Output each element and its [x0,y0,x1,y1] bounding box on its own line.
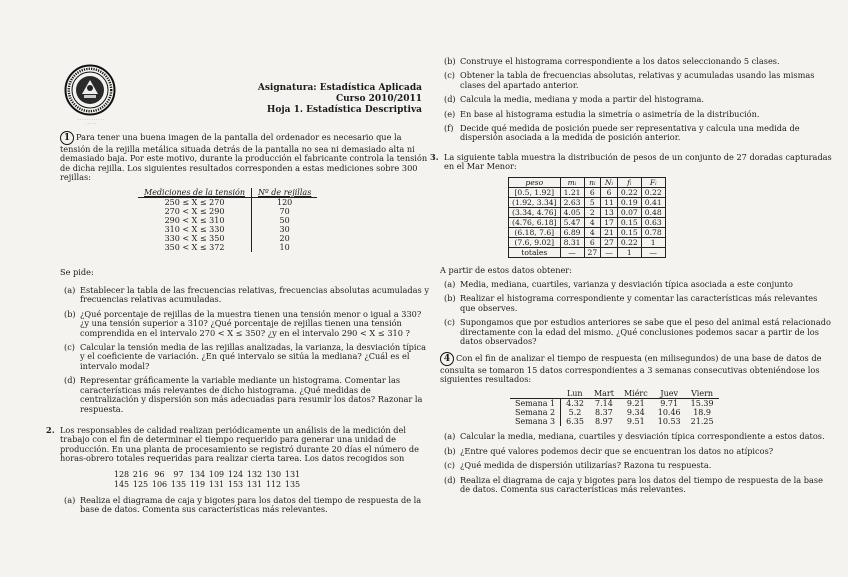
weights-cell: 0.48 [641,207,665,217]
exercise-item-text: Realiza el diagrama de caja y bigotes para los datos del tiempo de respuesta de la base de datos. Comenta sus características más relevantes. [80,494,422,514]
time-cell: 9.71 [660,399,679,409]
hours-value: 125 [132,479,149,489]
weights-cell: 6.89 [560,227,584,237]
time-cell: 21.25 [690,417,714,427]
exercise-item-label: (e) [444,108,456,119]
exercise-item-text: ¿Entre qué valores podemos decir que se encuentran los datos no atípicos? [460,445,774,456]
tension-interval-cell: 330 < X ≤ 350 [164,233,225,243]
weights-cell: 0.22 [641,187,665,197]
time-cell: 7.14 [595,399,613,409]
weights-cell: 0.15 [617,217,641,227]
weights-cell: 0.78 [641,227,665,237]
count-col-header: Nº de rejillas [252,188,318,198]
tension-col-header: Mediciones de la tensión [138,188,252,198]
exercise-item-text: Representar gráficamente la variable mediante un histograma. Comentar las características más relevantes de dicho histograma. ¿Qué medidas de centralización y dispersión son más adecuadas para resumir los datos? Razonar la respuesta. [80,375,423,414]
weights-cell: — [641,247,665,257]
weights-col-header: Fᵢ [641,177,665,187]
hours-value: 145 [113,479,130,489]
problem-4-intro [440,352,835,385]
weights-cell: 1.21 [560,187,584,197]
weights-cell: totales [509,247,561,257]
exercise-item [440,95,835,104]
time-cell: 8.37 [595,408,613,418]
tension-table-header [138,188,317,198]
left-column [46,131,430,519]
time-cell: 10.46 [657,408,681,418]
weights-cell: 6 [584,237,601,247]
tension-interval-cell: 250 ≤ X ≤ 270 [164,197,225,207]
tension-interval-cell: 270 < X ≤ 290 [164,206,225,216]
exercise-item-label: (d) [444,94,456,105]
exercise-item [440,447,835,456]
problem-1-items [60,286,430,414]
problem-3-number: 3. [430,151,439,162]
exercise-item-text: En base al histograma estudia la simetría o asimetría de la distribución. [460,108,760,119]
week-label-cell: Semana 1 [510,399,561,409]
exercise-item-label: (c) [444,460,455,471]
exercise-item [440,432,835,441]
exercise-item [440,280,835,289]
tension-interval-cell: 350 < X ≤ 372 [164,242,225,252]
exercise-item [60,286,430,305]
exercise-item-label: (b) [444,56,456,66]
weights-cell: 0.63 [641,217,665,227]
problem-3-text: La siguiente tabla muestra la distribución de pesos de un conjunto de 27 doradas capturadas en el Mar Menor: [444,151,832,172]
exercise-item-text: Supongamos que por estudios anteriores se sabe que el peso del animal está relacionado directamente con la edad del mismo. ¿Qué conclusiones podemos sacar a partir de los datos observados? [460,317,831,347]
weights-cell: 27 [584,247,601,257]
weights-table-row [509,227,666,237]
weights-cell: 8.31 [560,237,584,247]
exercise-item [440,110,835,119]
exercise-item [440,57,835,66]
weights-cell: 5.47 [560,217,584,227]
exercise-item-text: Establecer la tabla de las frecuencias relativas, frecuencias absolutas acumuladas y frecuencias relativas acumuladas. [80,285,429,305]
exercise-item-label: (d) [64,375,76,386]
problem-3-items [440,280,835,346]
problem-3-intro [430,153,835,172]
weights-cell: — [560,247,584,257]
weights-cell: 1 [641,237,665,247]
exercise-item-label: (a) [64,494,76,505]
day-col-header [510,389,561,399]
tension-table-row [138,234,317,243]
weights-cell: 0.19 [617,197,641,207]
problem-1-number-circled: 1 [60,131,74,145]
problem-1-intro [60,131,430,183]
weights-cell: [0.5, 1.92] [509,187,561,197]
hours-value: 135 [284,479,301,489]
hours-value: 106 [151,479,168,489]
exercise-item-text: ¿Qué porcentaje de rejillas de la muestra tienen una tensión menor o igual a 330? ¿y una tensión superior a 310? ¿Qué porcentaje de rejillas tienen una tensión comprendida en el intervalo 270 < X ≤ 350? ¿y en el intervalo 290 < X ≤ 310 ? [80,308,422,338]
se-pide-label: Se pide: [60,266,94,277]
weights-cell: 0.22 [617,237,641,247]
exercise-item-label: (b) [444,445,456,456]
weights-cell: — [601,247,618,257]
weights-table [508,177,666,258]
exercise-item [60,496,430,515]
weights-col-header: nᵢ [584,177,601,187]
hours-value: 132 [246,469,263,479]
exercise-item-text: Construye el histograma correspondiente a los datos seleccionando 5 clases. [460,56,780,66]
hours-value: 131 [284,469,301,479]
problem-2-number: 2. [46,424,55,435]
weights-cell: 2 [584,207,601,217]
day-col-header: Mart [589,389,619,399]
count-cell: 30 [252,225,318,234]
problem-3 [430,153,835,347]
exercise-item-label: (b) [64,308,76,319]
hours-value: 128 [113,469,130,479]
hours-value: 97 [173,469,184,479]
problem-2-items-left [60,496,430,515]
exercise-item [60,343,430,371]
exercise-item-label: (c) [444,317,455,328]
hours-value: 134 [189,469,206,479]
weights-cell: (4.76, 6.18] [509,217,561,227]
weights-table-row [509,217,666,227]
course-header [252,83,422,116]
exercise-item-text: Realizar el histograma correspondiente y comentar las características más relevantes que observes. [460,293,818,313]
tension-table-row [138,225,317,234]
hours-row-1 [112,470,430,480]
hours-value: 96 [154,469,165,479]
weights-cell: 4 [584,217,601,227]
exercise-item-text: Media, mediana, cuartiles, varianza y desviación típica asociada a este conjunto [460,279,793,290]
problem-4 [440,352,835,495]
time-cell: 9.51 [626,417,645,427]
sheet-title: Hoja 1. Estadística Descriptiva [266,105,422,115]
right-column [430,56,835,499]
count-cell: 120 [252,197,318,207]
time-cell: 10.53 [657,417,681,427]
weights-cell: (1.92, 3.34] [509,197,561,207]
exercise-item-label: (c) [444,70,455,81]
exercise-item [440,294,835,313]
hours-row-2 [112,480,430,490]
weights-table-row [509,237,666,247]
weights-col-header: fᵢ [617,177,641,187]
exercise-item [440,71,835,90]
exercise-item [440,318,835,346]
hours-value: 131 [208,479,225,489]
problem-4-items [440,432,835,494]
exercise-item-text: Calcular la media, mediana, cuartiles y desviación típica correspondiente a estos datos. [460,431,825,442]
response-time-table [510,389,719,426]
weights-cell: 1 [617,247,641,257]
hours-value: 131 [246,479,263,489]
hours-value: 130 [265,469,282,479]
exercise-item-text: Decide qué medida de posición puede ser representativa y calcula una medida de dispersión asociada a la medida de posición anterior. [460,123,800,143]
weights-table-row [509,247,666,257]
count-cell: 20 [252,234,318,243]
exercise-item [440,124,835,143]
course-year: Curso 2010/2011 [335,94,422,104]
day-col-header: Juev [653,389,686,399]
seal-caption: · · · · · · · · · · · · · · · · · [77,118,105,126]
time-cell: 9.34 [626,408,645,418]
exercise-item [440,476,835,495]
week-label-cell: Semana 3 [510,417,561,426]
university-seal-icon [64,64,116,116]
tension-table-row [138,207,317,216]
weights-cell: 6 [601,187,618,197]
week-row [510,399,719,409]
count-cell: 70 [252,207,318,216]
hours-value: 153 [227,479,244,489]
weights-cell: 5 [584,197,601,207]
weights-cell: 0.07 [617,207,641,217]
exercise-item-text: ¿Qué medida de dispersión utilizarías? Razona tu respuesta. [460,460,712,471]
tension-table-row [138,243,317,252]
response-time-header [510,389,719,399]
week-row [510,417,719,426]
exercise-item [440,461,835,470]
count-cell: 50 [252,216,318,225]
time-cell: 9.21 [626,399,645,409]
weights-table-row [509,197,666,207]
exercise-item-text: Obtener la tabla de frecuencias absolutas, relativas y acumuladas usando las mismas clases del apartado anterior. [460,70,815,90]
exercise-item-text: Realiza el diagrama de caja y bigotes para los datos del tiempo de respuesta de la base de datos. Comenta sus características más relevantes. [460,474,823,494]
exercise-item [60,376,430,414]
exercise-item-label: (c) [64,342,75,353]
exercise-item-label: (a) [444,279,456,290]
problem-4-number-circled: 4 [440,352,454,366]
weights-cell: 21 [601,227,618,237]
weights-cell: 27 [601,237,618,247]
hours-value: 109 [208,469,225,479]
problem-1-text: Para tener una buena imagen de la pantalla del ordenador es necesario que la tensión de la rejilla metálica situada detrás de la pantalla no sea ni demasiado alta ni demasiado baja. Por este motivo, durante la producción el fabricante controla la tensión de dicha rejilla. Los siguientes resultados corresponden a estas mediciones sobre 300 rejillas: [60,132,428,183]
exercise-item-text: Calcula la media, mediana y moda a partir del histograma. [460,94,704,105]
weights-cell: 11 [601,197,618,207]
weights-cell: 6 [584,187,601,197]
subject-title: Asignatura: Estadística Aplicada [257,83,422,93]
tension-table [138,188,317,252]
day-col-header: Viern [686,389,719,399]
tension-table-row [138,197,317,207]
problem-4-text: Con el fin de analizar el tiempo de respuesta (en milisegundos) de una base de datos de consulta se tomaron 15 datos correspondientes a 3 semanas consecutivas obteniéndose los siguientes resultados: [440,352,822,384]
weights-cell: 4.05 [560,207,584,217]
hours-value: 112 [265,479,282,489]
weights-cell: 17 [601,217,618,227]
weights-cell: 0.22 [617,187,641,197]
time-cell: 8.97 [595,417,613,427]
problem-2-text: Los responsables de calidad realizan periódicamente un análisis de la medición del trabajo con el fin de determinar el tiempo requerido para generar una unidad de producción. En una planta de procesamiento se registró durante 20 días el número de horas-obrero totales requeridas para realizar cierta tarea. Los datos recogidos son [60,424,419,464]
week-label-cell: Semana 2 [510,408,561,417]
weights-cell: 13 [601,207,618,217]
day-col-header: Lun [561,389,589,399]
hours-value: 216 [132,469,149,479]
exercise-item-label: (b) [444,293,456,304]
tension-interval-cell: 310 < X ≤ 330 [164,224,225,234]
problem-2-items-right [440,57,835,143]
tension-interval-cell: 290 < X ≤ 310 [164,215,225,225]
weights-cell: 4 [584,227,601,237]
weights-table-row [509,187,666,197]
time-cell: 5.2 [568,408,582,418]
week-row [510,408,719,417]
weights-cell: 0.15 [617,227,641,237]
exercise-item-label: (f) [444,123,454,134]
hours-value: 135 [170,479,187,489]
weights-cell: (6.18, 7.6] [509,227,561,237]
hours-data [112,470,430,490]
time-cell: 6.35 [566,417,584,427]
weights-col-header: peso [509,177,561,187]
problem-3-lead: A partir de estos datos obtener: [440,264,572,275]
weights-col-header: Nᵢ [601,177,618,187]
time-cell: 4.32 [566,399,584,409]
weights-table-row [509,207,666,217]
hours-value: 124 [227,469,244,479]
weights-col-header: mᵢ [560,177,584,187]
exercise-item-label: (d) [444,474,456,485]
hours-value: 119 [189,479,206,489]
problem-2-intro [46,426,430,464]
day-col-header: Miérc [619,389,653,399]
time-cell: 18.9 [693,408,711,418]
exercise-item-text: Calcular la tensión media de las rejillas analizadas, la varianza, la desviación típica y el coeficiente de variación. ¿En qué intervalo se sitúa la mediana? ¿Cuál es el intervalo modal? [80,342,427,371]
exercise-item-label: (a) [64,285,76,296]
tension-table-row [138,216,317,225]
exercise-item-label: (a) [444,431,456,442]
problem-1 [60,131,430,414]
problem-2 [46,426,430,514]
weights-table-header [509,177,666,187]
count-cell: 10 [252,243,318,252]
weights-cell: (3.34, 4.76] [509,207,561,217]
weights-cell: (7.6, 9.02] [509,237,561,247]
time-cell: 15.39 [690,399,714,409]
exercise-item [60,310,430,338]
weights-cell: 0.41 [641,197,665,207]
weights-cell: 2.63 [560,197,584,207]
